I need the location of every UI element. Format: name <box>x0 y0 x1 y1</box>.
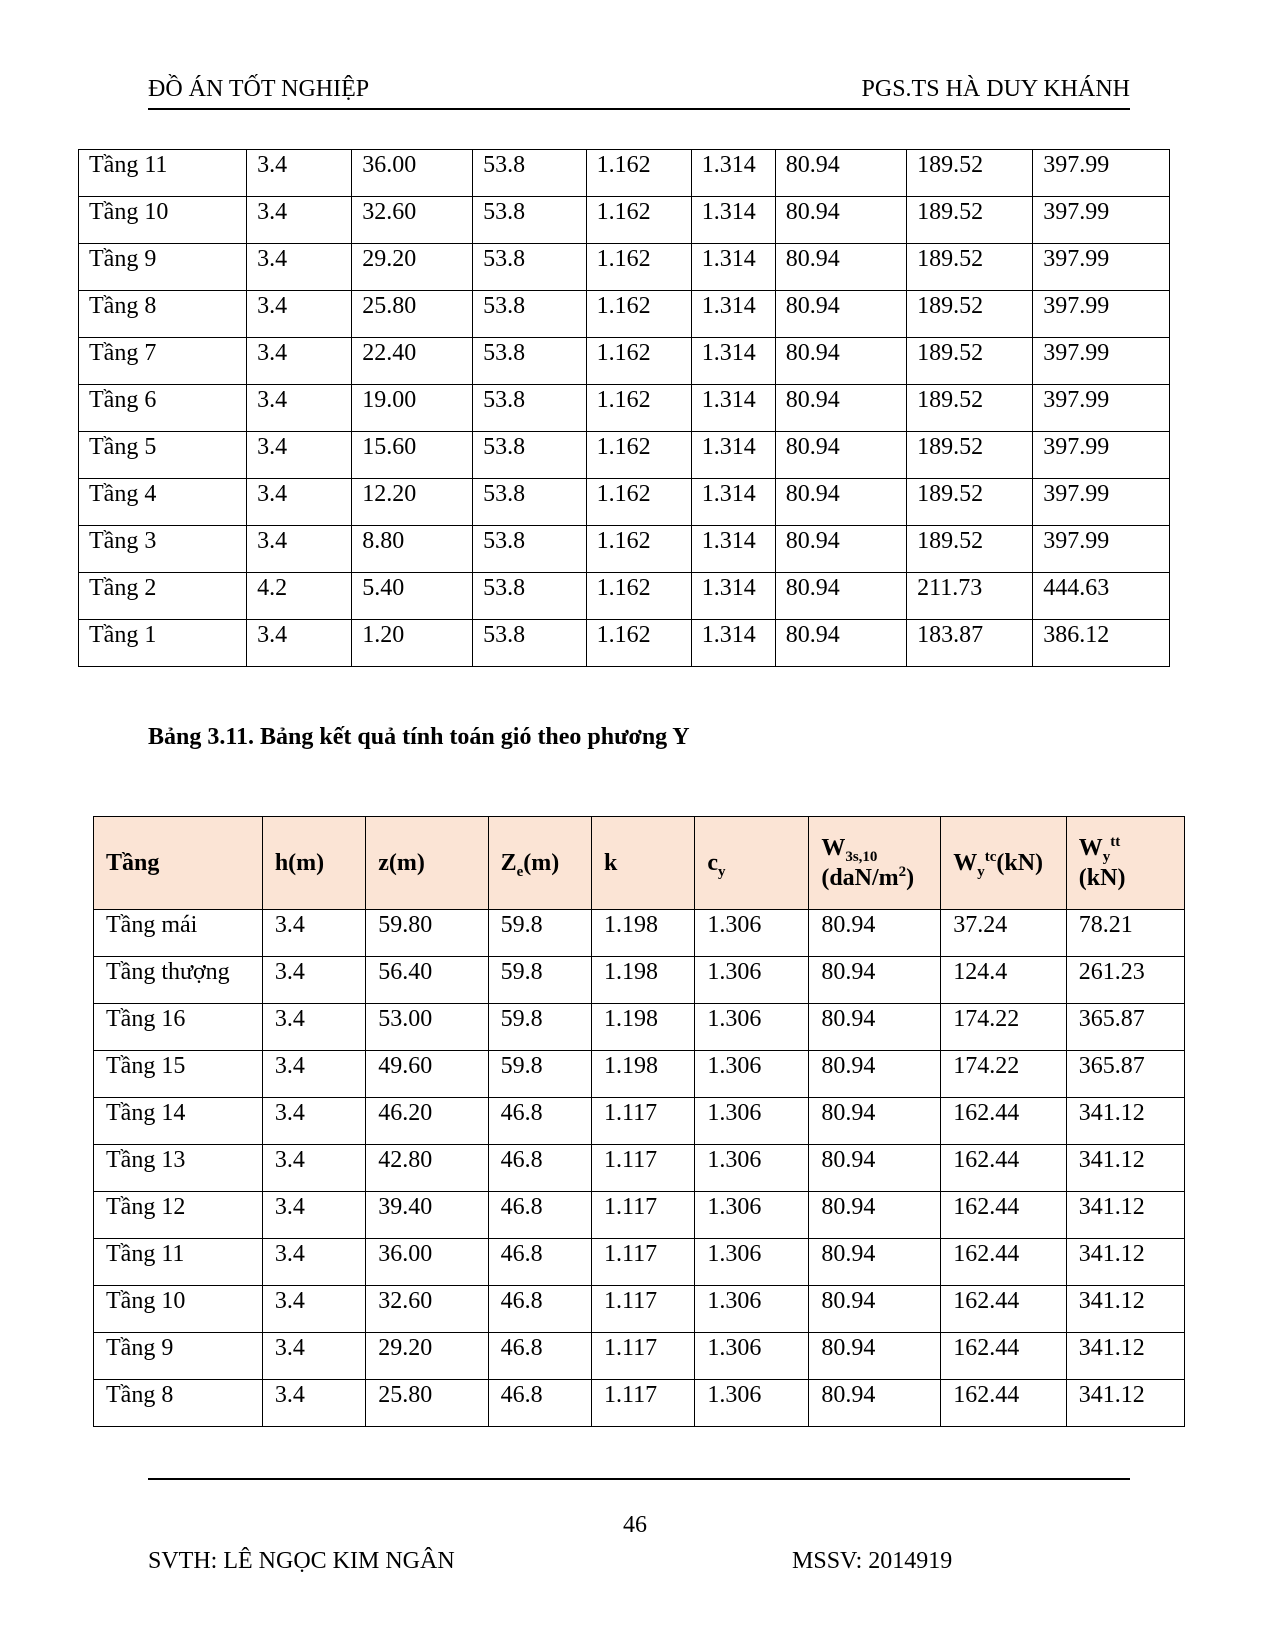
table-row <box>79 432 1170 479</box>
table-cell: 49.60 <box>366 1051 488 1098</box>
table-cell: 80.94 <box>809 1192 941 1239</box>
table-cell: 189.52 <box>907 479 1033 526</box>
table-cell: 397.99 <box>1033 385 1170 432</box>
table-cell: 4.2 <box>247 573 352 620</box>
table-cell: 3.4 <box>247 432 352 479</box>
table-cell: 397.99 <box>1033 526 1170 573</box>
table-cell: 59.80 <box>366 910 488 957</box>
table-row <box>94 957 1185 1004</box>
table-cell: 53.8 <box>473 526 587 573</box>
table-cell: 78.21 <box>1066 910 1184 957</box>
table-cell: 341.12 <box>1066 1098 1184 1145</box>
table-cell: 53.8 <box>473 291 587 338</box>
table-cell: 39.40 <box>366 1192 488 1239</box>
table-cell: 12.20 <box>352 479 473 526</box>
table-cell: 1.306 <box>695 1286 809 1333</box>
table-cell: 80.94 <box>809 1004 941 1051</box>
table-cell: 53.8 <box>473 573 587 620</box>
table-cell: 1.117 <box>591 1145 694 1192</box>
table-cell: 53.8 <box>473 338 587 385</box>
table-cell: 80.94 <box>775 620 906 667</box>
table-cell: 29.20 <box>366 1333 488 1380</box>
table-cell: Tầng 4 <box>79 479 247 526</box>
table-cell: 80.94 <box>809 1286 941 1333</box>
table-cell: Tầng 2 <box>79 573 247 620</box>
table-row <box>79 620 1170 667</box>
table-cell: 1.314 <box>691 150 775 197</box>
table-cell: 3.4 <box>262 1145 365 1192</box>
table-row <box>94 1286 1185 1333</box>
header-z: z(m) <box>366 817 488 910</box>
table-cell: 3.4 <box>247 385 352 432</box>
table-cell: 3.4 <box>262 910 365 957</box>
table-cell: 189.52 <box>907 197 1033 244</box>
table-cell: Tầng 7 <box>79 338 247 385</box>
table-cell: 341.12 <box>1066 1333 1184 1380</box>
table-cell: 189.52 <box>907 432 1033 479</box>
table-cell: 341.12 <box>1066 1145 1184 1192</box>
table-cell: 397.99 <box>1033 291 1170 338</box>
table-cell: 3.4 <box>247 150 352 197</box>
table-cell: 80.94 <box>809 1098 941 1145</box>
table-cell: 80.94 <box>809 910 941 957</box>
table-cell: 1.117 <box>591 1333 694 1380</box>
table-cell: 211.73 <box>907 573 1033 620</box>
table-cell: 46.8 <box>488 1380 591 1427</box>
table-cell: 1.314 <box>691 385 775 432</box>
table-cell: 1.198 <box>591 1051 694 1098</box>
table-cell: 1.306 <box>695 1380 809 1427</box>
table-cell: 1.162 <box>586 338 691 385</box>
table-row <box>94 1380 1185 1427</box>
table-cell: 80.94 <box>809 1333 941 1380</box>
table-cell: 189.52 <box>907 244 1033 291</box>
table-cell: 53.8 <box>473 197 587 244</box>
table-cell: 22.40 <box>352 338 473 385</box>
table-cell: 1.20 <box>352 620 473 667</box>
table-cell: 397.99 <box>1033 479 1170 526</box>
table-cell: 174.22 <box>941 1051 1067 1098</box>
table-cell: 80.94 <box>775 291 906 338</box>
table-cell: 80.94 <box>775 573 906 620</box>
table-cell: 1.162 <box>586 526 691 573</box>
table-cell: 1.117 <box>591 1286 694 1333</box>
table-cell: 162.44 <box>941 1145 1067 1192</box>
table-row <box>79 573 1170 620</box>
header-tang: Tầng <box>94 817 263 910</box>
table-cell: 25.80 <box>366 1380 488 1427</box>
table-cell: 1.314 <box>691 526 775 573</box>
table-cell: Tầng 6 <box>79 385 247 432</box>
table-cell: 1.314 <box>691 432 775 479</box>
table-cell: 59.8 <box>488 957 591 1004</box>
table-cell: 1.306 <box>695 1192 809 1239</box>
table-cell: 365.87 <box>1066 1004 1184 1051</box>
table-cell: 1.314 <box>691 291 775 338</box>
table-row <box>94 1004 1185 1051</box>
footer-divider <box>148 1478 1130 1480</box>
table-cell: 386.12 <box>1033 620 1170 667</box>
table-cell: 53.8 <box>473 620 587 667</box>
table-cell: 1.162 <box>586 573 691 620</box>
table-row <box>79 479 1170 526</box>
table-cell: 3.4 <box>262 1004 365 1051</box>
table-cell: 341.12 <box>1066 1192 1184 1239</box>
table-cell: 1.306 <box>695 957 809 1004</box>
table-cell: Tầng mái <box>94 910 263 957</box>
table-cell: 174.22 <box>941 1004 1067 1051</box>
footer-student: SVTH: LÊ NGỌC KIM NGÂN <box>148 1548 455 1574</box>
header-cy: $c_y$ <box>695 817 809 910</box>
table-cell: 397.99 <box>1033 338 1170 385</box>
table-cell: 32.60 <box>366 1286 488 1333</box>
table-cell: 189.52 <box>907 385 1033 432</box>
table-cell: 80.94 <box>775 385 906 432</box>
table-cell: 3.4 <box>262 1286 365 1333</box>
table-cell: 1.306 <box>695 1145 809 1192</box>
table-cell: 1.198 <box>591 1004 694 1051</box>
table-cell: Tầng 1 <box>79 620 247 667</box>
table-cell: 1.162 <box>586 385 691 432</box>
table-cell: 56.40 <box>366 957 488 1004</box>
page-header <box>148 72 1130 110</box>
table-row <box>79 197 1170 244</box>
table-caption: Bảng 3.11. Bảng kết quả tính toán gió theo phương Y <box>148 724 690 750</box>
table-cell: 80.94 <box>809 1051 941 1098</box>
table-cell: 162.44 <box>941 1192 1067 1239</box>
table-cell: 80.94 <box>775 432 906 479</box>
table-cell: 53.8 <box>473 479 587 526</box>
table-cell: 397.99 <box>1033 197 1170 244</box>
table-cell: 36.00 <box>366 1239 488 1286</box>
table-row <box>79 338 1170 385</box>
table-cell: Tầng 15 <box>94 1051 263 1098</box>
header-h: h(m) <box>262 817 365 910</box>
table-cell: 1.314 <box>691 620 775 667</box>
table-cell: 3.4 <box>262 957 365 1004</box>
table-row <box>79 385 1170 432</box>
header-k: k <box>591 817 694 910</box>
table-cell: Tầng 14 <box>94 1098 263 1145</box>
table-cell: 36.00 <box>352 150 473 197</box>
table-row <box>94 910 1185 957</box>
table-cell: 1.117 <box>591 1239 694 1286</box>
table-row <box>94 1051 1185 1098</box>
table-cell: 189.52 <box>907 526 1033 573</box>
table-cell: 80.94 <box>775 244 906 291</box>
table-row <box>94 1098 1185 1145</box>
table-cell: 341.12 <box>1066 1380 1184 1427</box>
table-cell: 3.4 <box>262 1192 365 1239</box>
table-cell: 1.117 <box>591 1380 694 1427</box>
table-cell: Tầng 10 <box>94 1286 263 1333</box>
table-cell: Tầng 9 <box>79 244 247 291</box>
header-w3s: $W_{3s,10}$ $(daN/m^2)$ <box>809 817 941 910</box>
table-cell: 1.306 <box>695 910 809 957</box>
table-cell: 80.94 <box>809 1380 941 1427</box>
table-cell: 46.8 <box>488 1239 591 1286</box>
table-cell: 341.12 <box>1066 1286 1184 1333</box>
wind-table-y <box>93 816 1185 1427</box>
wind-table-x-continued <box>78 149 1170 667</box>
table-cell: 53.8 <box>473 244 587 291</box>
table-cell: 59.8 <box>488 1051 591 1098</box>
table-cell: 3.4 <box>262 1239 365 1286</box>
table-cell: 59.8 <box>488 910 591 957</box>
table-cell: 15.60 <box>352 432 473 479</box>
table-cell: 162.44 <box>941 1098 1067 1145</box>
table-cell: 3.4 <box>247 197 352 244</box>
table-cell: Tầng 8 <box>79 291 247 338</box>
table-cell: 46.20 <box>366 1098 488 1145</box>
table-cell: 1.306 <box>695 1051 809 1098</box>
header-ze: $Z_e(m)$ <box>488 817 591 910</box>
table-cell: 59.8 <box>488 1004 591 1051</box>
table-cell: 8.80 <box>352 526 473 573</box>
table-cell: 3.4 <box>262 1380 365 1427</box>
table-cell: 1.162 <box>586 197 691 244</box>
table-cell: 46.8 <box>488 1192 591 1239</box>
table-cell: 124.4 <box>941 957 1067 1004</box>
table-cell: 3.4 <box>262 1051 365 1098</box>
table-cell: Tầng 11 <box>79 150 247 197</box>
table-cell: Tầng thượng <box>94 957 263 1004</box>
table-cell: Tầng 13 <box>94 1145 263 1192</box>
table-cell: 261.23 <box>1066 957 1184 1004</box>
table-cell: 1.162 <box>586 620 691 667</box>
table-cell: 25.80 <box>352 291 473 338</box>
table-row <box>79 526 1170 573</box>
table-cell: 189.52 <box>907 291 1033 338</box>
table-cell: 53.8 <box>473 432 587 479</box>
table-cell: Tầng 16 <box>94 1004 263 1051</box>
table-cell: 1.306 <box>695 1098 809 1145</box>
table-cell: 3.4 <box>247 338 352 385</box>
header-wtt: $W_y^{tt}$ (kN) <box>1066 817 1184 910</box>
table-cell: 3.4 <box>247 620 352 667</box>
table-cell: 1.117 <box>591 1192 694 1239</box>
table-cell: 1.314 <box>691 244 775 291</box>
table-cell: 189.52 <box>907 338 1033 385</box>
table-cell: 80.94 <box>775 526 906 573</box>
table-cell: 53.8 <box>473 150 587 197</box>
table-cell: 37.24 <box>941 910 1067 957</box>
table-cell: 32.60 <box>352 197 473 244</box>
table-cell: 46.8 <box>488 1145 591 1192</box>
table-cell: 1.314 <box>691 479 775 526</box>
table-cell: 1.314 <box>691 573 775 620</box>
table-cell: 19.00 <box>352 385 473 432</box>
table-cell: 341.12 <box>1066 1239 1184 1286</box>
table-cell: 1.162 <box>586 291 691 338</box>
table-cell: 1.198 <box>591 910 694 957</box>
table-cell: 3.4 <box>247 291 352 338</box>
table-cell: 1.306 <box>695 1333 809 1380</box>
table-cell: 80.94 <box>809 1239 941 1286</box>
table-cell: Tầng 12 <box>94 1192 263 1239</box>
table-row <box>79 291 1170 338</box>
table-cell: Tầng 11 <box>94 1239 263 1286</box>
table-cell: 53.8 <box>473 385 587 432</box>
header-title: ĐỒ ÁN TỐT NGHIỆP <box>148 76 370 102</box>
table-cell: Tầng 5 <box>79 432 247 479</box>
table-cell: 3.4 <box>247 244 352 291</box>
table-cell: 53.00 <box>366 1004 488 1051</box>
table-cell: 189.52 <box>907 150 1033 197</box>
table-cell: Tầng 10 <box>79 197 247 244</box>
table-cell: 162.44 <box>941 1380 1067 1427</box>
table-cell: 46.8 <box>488 1333 591 1380</box>
table-cell: 1.198 <box>591 957 694 1004</box>
table-cell: 162.44 <box>941 1239 1067 1286</box>
table-cell: Tầng 9 <box>94 1333 263 1380</box>
table-row <box>79 150 1170 197</box>
table-cell: 1.117 <box>591 1098 694 1145</box>
table-cell: 29.20 <box>352 244 473 291</box>
table-cell: 5.40 <box>352 573 473 620</box>
table-cell: 444.63 <box>1033 573 1170 620</box>
table-cell: 3.4 <box>247 479 352 526</box>
header-wtc: $W_y^{tc}(kN)$ <box>941 817 1067 910</box>
table-cell: 3.4 <box>247 526 352 573</box>
page-number: 46 <box>623 1512 647 1538</box>
table-cell: 80.94 <box>809 957 941 1004</box>
table-cell: 397.99 <box>1033 244 1170 291</box>
table-header-row <box>94 817 1185 910</box>
table-cell: 1.162 <box>586 432 691 479</box>
table-cell: 1.314 <box>691 197 775 244</box>
table-cell: 162.44 <box>941 1333 1067 1380</box>
table-cell: Tầng 3 <box>79 526 247 573</box>
table-cell: 80.94 <box>775 150 906 197</box>
table-cell: 3.4 <box>262 1333 365 1380</box>
table-cell: 42.80 <box>366 1145 488 1192</box>
table-cell: 397.99 <box>1033 150 1170 197</box>
table-cell: 3.4 <box>262 1098 365 1145</box>
table-cell: 397.99 <box>1033 432 1170 479</box>
table-cell: 46.8 <box>488 1286 591 1333</box>
table-cell: 183.87 <box>907 620 1033 667</box>
table-cell: 365.87 <box>1066 1051 1184 1098</box>
table-cell: 1.162 <box>586 150 691 197</box>
footer-student-id: MSSV: 2014919 <box>792 1548 953 1574</box>
table-cell: 80.94 <box>775 197 906 244</box>
table-cell: Tầng 8 <box>94 1380 263 1427</box>
table-cell: 80.94 <box>809 1145 941 1192</box>
table-cell: 80.94 <box>775 479 906 526</box>
table-row <box>94 1145 1185 1192</box>
table-cell: 1.306 <box>695 1239 809 1286</box>
table-cell: 80.94 <box>775 338 906 385</box>
table-row <box>94 1192 1185 1239</box>
table-cell: 46.8 <box>488 1098 591 1145</box>
table-cell: 1.314 <box>691 338 775 385</box>
header-advisor: PGS.TS HÀ DUY KHÁNH <box>861 76 1130 102</box>
table-cell: 1.306 <box>695 1004 809 1051</box>
table-cell: 1.162 <box>586 244 691 291</box>
table-cell: 162.44 <box>941 1286 1067 1333</box>
table-cell: 1.162 <box>586 479 691 526</box>
table-row <box>79 244 1170 291</box>
table-row <box>94 1333 1185 1380</box>
table-row <box>94 1239 1185 1286</box>
